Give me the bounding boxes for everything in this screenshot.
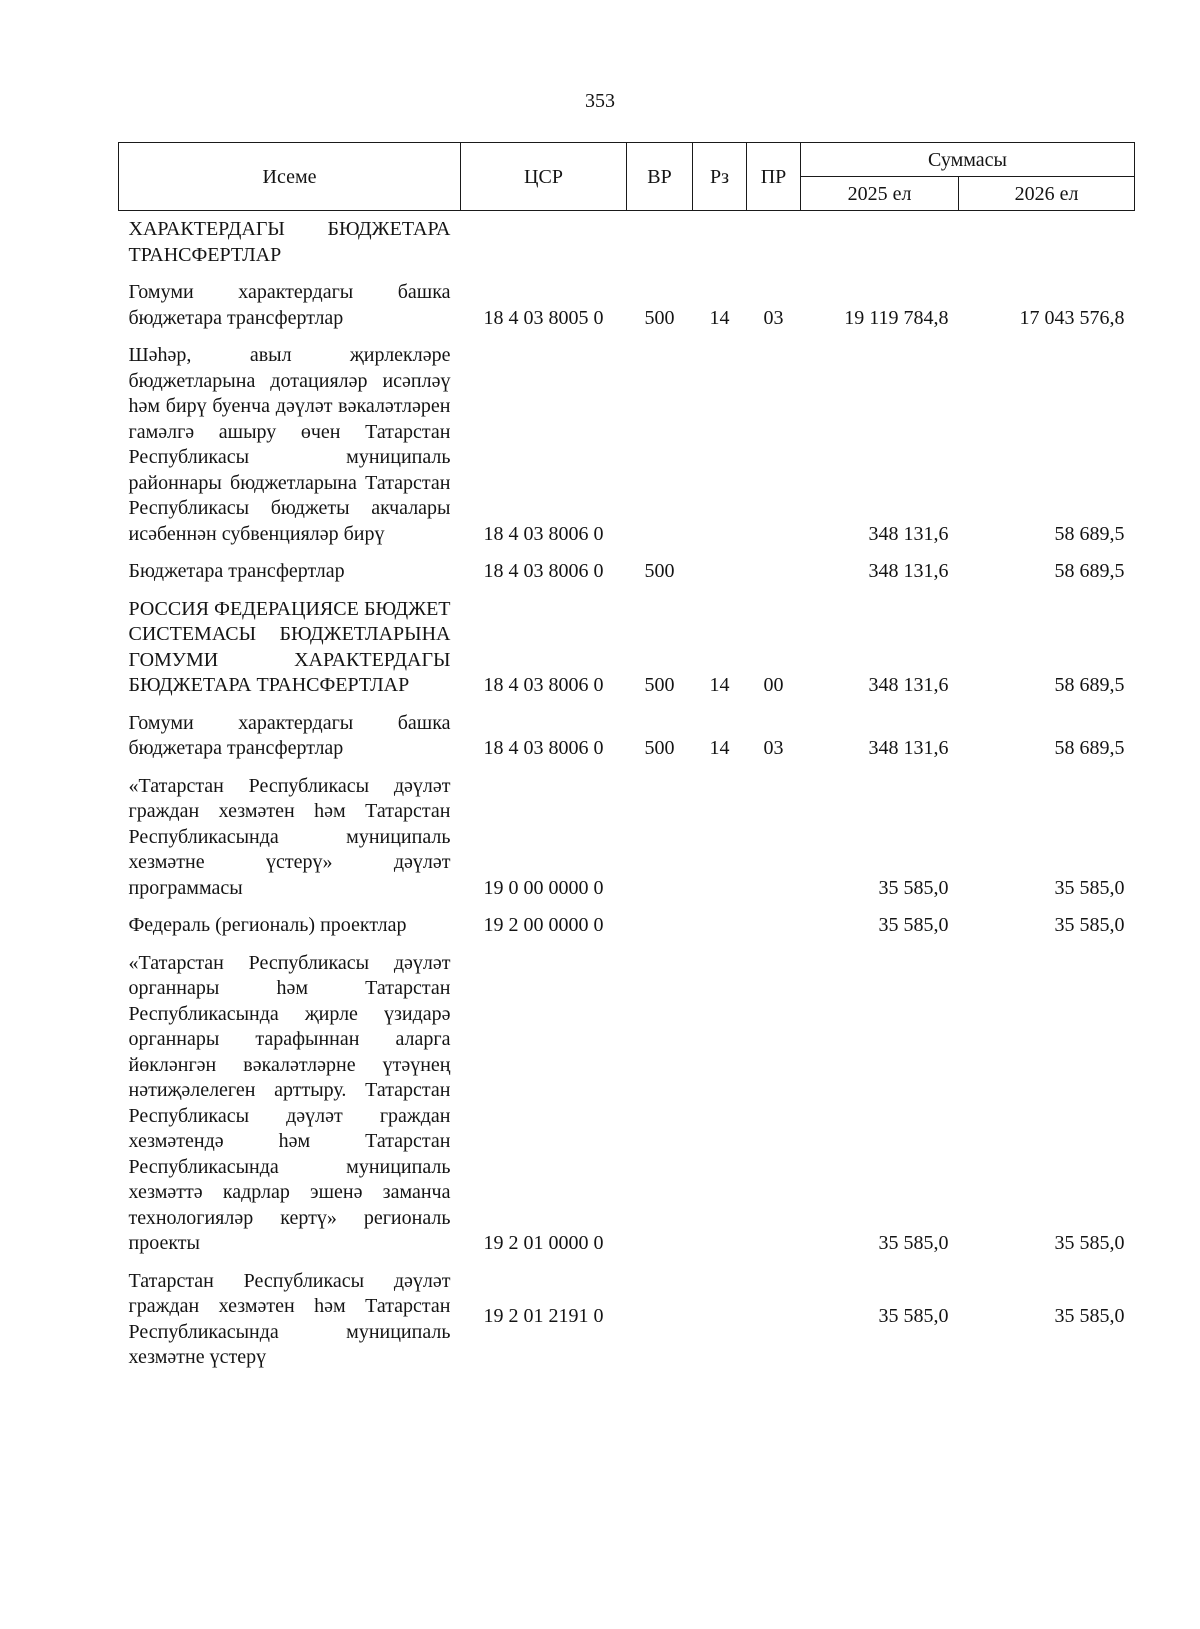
row-vr bbox=[627, 211, 693, 275]
header-pr: ПР bbox=[747, 143, 801, 211]
row-csr: 18 4 03 8006 0 bbox=[483, 674, 604, 696]
row-vr: 500 bbox=[644, 737, 675, 759]
row-sum-2026: 35 585,0 bbox=[1054, 1232, 1125, 1254]
header-sums: Суммасы bbox=[801, 143, 1135, 177]
row-pr bbox=[747, 768, 801, 908]
row-rz bbox=[693, 945, 747, 1263]
row-sum-2026: 17 043 576,8 bbox=[1019, 306, 1125, 329]
row-sum-2025: 19 119 784,8 bbox=[844, 306, 949, 329]
row-sum-2026: 58 689,5 bbox=[1054, 522, 1125, 545]
row-rz bbox=[693, 337, 747, 553]
row-sum-2026: 58 689,5 bbox=[1054, 560, 1125, 582]
row-csr: 18 4 03 8005 0 bbox=[483, 306, 604, 329]
row-name: «Татарстан Республикасы дәүләт граждан хезмәтен һәм Татарстан Республикасында муниципаль хезмәтне үстерү» дәүләт программасы bbox=[128, 774, 451, 899]
row-sum-2025: 35 585,0 bbox=[878, 876, 949, 899]
row-csr bbox=[461, 211, 627, 275]
table-row bbox=[119, 337, 1135, 553]
row-sum-2025: 35 585,0 bbox=[878, 1232, 949, 1254]
row-csr: 19 2 00 0000 0 bbox=[483, 914, 604, 936]
table-row bbox=[119, 274, 1135, 337]
header-year-2025: 2025 ел bbox=[801, 177, 959, 211]
table-row bbox=[119, 907, 1135, 945]
row-rz: 14 bbox=[709, 674, 730, 696]
budget-table bbox=[118, 142, 1135, 1377]
row-vr: 500 bbox=[644, 306, 675, 329]
table-row bbox=[119, 768, 1135, 908]
row-rz: 14 bbox=[709, 737, 730, 759]
table-body bbox=[119, 211, 1135, 1377]
row-name: Бюджетара трансфертлар bbox=[128, 560, 345, 582]
row-sum-2025: 348 131,6 bbox=[868, 522, 949, 545]
row-pr bbox=[747, 1263, 801, 1377]
row-name: Шәһәр, авыл җирлекләре бюджетларына дотацияләр исәпләү һәм бирү буенча дәүләт вәкаләтләрен гамәлгә ашыру өчен Татарстан Республикасы муниципаль районнары бюджетларына Татарстан Республикасы бюджеты акчалары исәбеннән субвенцияләр бирү bbox=[128, 344, 451, 545]
row-pr: 00 bbox=[763, 674, 784, 696]
row-sum-2026: 35 585,0 bbox=[1054, 914, 1125, 936]
row-vr bbox=[627, 945, 693, 1263]
row-csr: 18 4 03 8006 0 bbox=[483, 737, 604, 759]
header-vr: ВР bbox=[627, 143, 693, 211]
table-header bbox=[119, 143, 1135, 211]
row-name: Гомуми характердагы башка бюджетара трансфертлар bbox=[128, 281, 451, 329]
row-sum-2025: 348 131,6 bbox=[868, 737, 949, 759]
row-csr: 19 2 01 2191 0 bbox=[483, 1304, 604, 1327]
row-sum-2025: 35 585,0 bbox=[878, 914, 949, 936]
row-sum-2026: 58 689,5 bbox=[1054, 674, 1125, 696]
row-vr bbox=[627, 907, 693, 945]
row-sum-2025: 35 585,0 bbox=[878, 1304, 949, 1327]
row-vr bbox=[627, 337, 693, 553]
row-rz: 14 bbox=[709, 306, 730, 329]
table-row bbox=[119, 1263, 1135, 1377]
row-sum-2026 bbox=[959, 211, 1135, 275]
header-csr: ЦСР bbox=[461, 143, 627, 211]
row-pr: 03 bbox=[763, 737, 784, 759]
table-row bbox=[119, 705, 1135, 768]
row-sum-2026: 35 585,0 bbox=[1054, 1304, 1125, 1327]
row-rz bbox=[693, 768, 747, 908]
table-row bbox=[119, 211, 1135, 275]
row-pr bbox=[747, 553, 801, 591]
row-csr: 19 2 01 0000 0 bbox=[483, 1232, 604, 1254]
row-name: «Татарстан Республикасы дәүләт органнары һәм Татарстан Республикасында җирле үзидарә органнары тарафыннан аларга йөкләнгән вәкаләтләрне үтәүнең нәтиҗәлелеген арттыру. Татарстан Республикасы дәүләт граждан хезмәтендә һәм Татарстан Республикасында муниципаль хезмәттә кадрлар эшенә заманча технологияләр кертү» региональ проекты bbox=[128, 951, 451, 1254]
row-sum-2025: 348 131,6 bbox=[868, 560, 949, 582]
row-rz bbox=[693, 553, 747, 591]
row-csr: 18 4 03 8006 0 bbox=[483, 522, 604, 545]
row-csr: 18 4 03 8006 0 bbox=[483, 560, 604, 582]
row-vr: 500 bbox=[644, 560, 675, 582]
row-pr bbox=[747, 337, 801, 553]
header-year-2026: 2026 ел bbox=[959, 177, 1135, 211]
table-row bbox=[119, 553, 1135, 591]
table-row bbox=[119, 945, 1135, 1263]
row-vr: 500 bbox=[644, 674, 675, 696]
row-sum-2026: 58 689,5 bbox=[1054, 737, 1125, 759]
row-vr bbox=[627, 1263, 693, 1377]
row-vr bbox=[627, 768, 693, 908]
page-number: 353 bbox=[585, 90, 615, 112]
header-rz: Рз bbox=[693, 143, 747, 211]
row-sum-2026: 35 585,0 bbox=[1054, 876, 1125, 899]
row-name: Гомуми характердагы башка бюджетара трансфертлар bbox=[128, 711, 451, 759]
row-sum-2025 bbox=[801, 211, 959, 275]
row-pr bbox=[747, 907, 801, 945]
row-name: РОССИЯ ФЕДЕРАЦИЯСЕ БЮДЖЕТ СИСТЕМАСЫ БЮДЖЕТЛАРЫНА ГОМУМИ ХАРАКТЕРДАГЫ БЮДЖЕТАРА ТРАНСФЕРТЛАР bbox=[128, 597, 451, 696]
row-pr bbox=[747, 211, 801, 275]
row-name: ХАРАКТЕРДАГЫ БЮДЖЕТАРА ТРАНСФЕРТЛАР bbox=[128, 218, 451, 266]
row-rz bbox=[693, 211, 747, 275]
row-name: Татарстан Республикасы дәүләт граждан хезмәтен һәм Татарстан Республикасында муниципаль хезмәтне үстерү bbox=[128, 1269, 451, 1368]
row-pr bbox=[747, 945, 801, 1263]
row-pr: 03 bbox=[763, 306, 784, 329]
row-rz bbox=[693, 1263, 747, 1377]
header-name: Исеме bbox=[119, 143, 461, 211]
row-csr: 19 0 00 0000 0 bbox=[483, 876, 604, 899]
row-name: Федераль (региональ) проектлар bbox=[128, 914, 407, 936]
table-row bbox=[119, 591, 1135, 705]
row-rz bbox=[693, 907, 747, 945]
row-sum-2025: 348 131,6 bbox=[868, 674, 949, 696]
